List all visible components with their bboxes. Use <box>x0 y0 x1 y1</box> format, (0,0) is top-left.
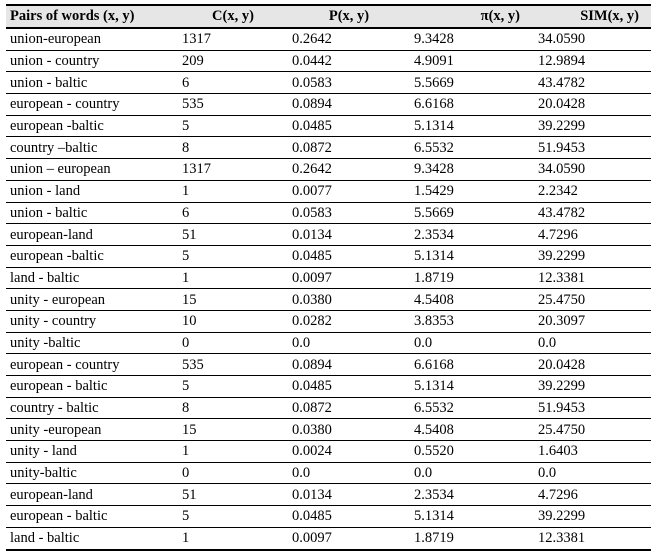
header-word-pair: Pairs of words (x, y) <box>6 5 176 28</box>
cell-probability: 0.0485 <box>286 376 408 398</box>
cell-probability: 0.0872 <box>286 397 408 419</box>
table-row <box>6 202 651 224</box>
cell-pi: 6.6168 <box>408 94 530 116</box>
cell-word-pair: european - country <box>6 354 176 376</box>
cell-probability: 0.0583 <box>286 202 408 224</box>
table-row <box>6 115 651 137</box>
cell-pi: 5.1314 <box>408 376 530 398</box>
cell-word-pair: union - land <box>6 180 176 202</box>
cell-count: 8 <box>176 137 286 159</box>
cell-pi: 5.1314 <box>408 245 530 267</box>
cell-word-pair: land - baltic <box>6 267 176 289</box>
cell-pi: 6.5532 <box>408 137 530 159</box>
header-similarity: SIM(x, y) <box>530 5 651 28</box>
cell-probability: 0.0282 <box>286 310 408 332</box>
table-row <box>6 354 651 376</box>
cell-count: 1317 <box>176 28 286 50</box>
cell-probability: 0.0442 <box>286 50 408 72</box>
table-row <box>6 506 651 528</box>
cell-word-pair: european - baltic <box>6 376 176 398</box>
cell-similarity: 34.0590 <box>530 159 651 181</box>
cell-word-pair: european -baltic <box>6 115 176 137</box>
cell-word-pair: union – european <box>6 159 176 181</box>
cell-count: 6 <box>176 202 286 224</box>
cell-similarity: 43.4782 <box>530 72 651 94</box>
cell-word-pair: european - country <box>6 94 176 116</box>
cell-count: 209 <box>176 50 286 72</box>
cell-pi: 6.6168 <box>408 354 530 376</box>
table-row <box>6 224 651 246</box>
table-row <box>6 180 651 202</box>
cell-count: 1 <box>176 441 286 463</box>
cell-probability: 0.2642 <box>286 28 408 50</box>
cell-pi: 4.5408 <box>408 289 530 311</box>
table-row <box>6 94 651 116</box>
cell-count: 0 <box>176 462 286 484</box>
cell-pi: 1.8719 <box>408 267 530 289</box>
cell-word-pair: unity - european <box>6 289 176 311</box>
table-row <box>6 267 651 289</box>
cell-similarity: 20.3097 <box>530 310 651 332</box>
cell-probability: 0.0134 <box>286 224 408 246</box>
header-probability: P(x, y) <box>286 5 408 28</box>
cell-similarity: 20.0428 <box>530 354 651 376</box>
cell-count: 1 <box>176 527 286 549</box>
cell-word-pair: union - country <box>6 50 176 72</box>
cell-similarity: 34.0590 <box>530 28 651 50</box>
cell-word-pair: union - baltic <box>6 202 176 224</box>
cell-probability: 0.0 <box>286 462 408 484</box>
cell-pi: 3.8353 <box>408 310 530 332</box>
cell-probability: 0.0894 <box>286 94 408 116</box>
cell-count: 15 <box>176 419 286 441</box>
cell-pi: 5.5669 <box>408 202 530 224</box>
cell-pi: 5.5669 <box>408 72 530 94</box>
cell-count: 6 <box>176 72 286 94</box>
cell-pi: 5.1314 <box>408 506 530 528</box>
header-cooccurrence-count: C(x, y) <box>176 5 286 28</box>
cell-pi: 0.0 <box>408 332 530 354</box>
cell-pi: 4.5408 <box>408 419 530 441</box>
cell-similarity: 25.4750 <box>530 289 651 311</box>
cell-count: 10 <box>176 310 286 332</box>
cell-count: 5 <box>176 115 286 137</box>
header-pi: π(x, y) <box>408 5 530 28</box>
cell-count: 51 <box>176 224 286 246</box>
cell-word-pair: country - baltic <box>6 397 176 419</box>
cell-similarity: 20.0428 <box>530 94 651 116</box>
table-row <box>6 376 651 398</box>
cell-word-pair: unity-baltic <box>6 462 176 484</box>
cell-probability: 0.0485 <box>286 245 408 267</box>
cell-count: 5 <box>176 506 286 528</box>
table-row <box>6 137 651 159</box>
table-row <box>6 310 651 332</box>
cell-probability: 0.0134 <box>286 484 408 506</box>
cell-pi: 2.3534 <box>408 484 530 506</box>
cell-word-pair: country –baltic <box>6 137 176 159</box>
cell-probability: 0.0485 <box>286 506 408 528</box>
cell-count: 1317 <box>176 159 286 181</box>
cell-probability: 0.0380 <box>286 419 408 441</box>
cell-similarity: 0.0 <box>530 332 651 354</box>
cell-probability: 0.0583 <box>286 72 408 94</box>
cell-pi: 0.5520 <box>408 441 530 463</box>
cell-word-pair: land - baltic <box>6 527 176 549</box>
table-row <box>6 332 651 354</box>
cell-pi: 5.1314 <box>408 115 530 137</box>
table-row <box>6 441 651 463</box>
cell-similarity: 2.2342 <box>530 180 651 202</box>
cell-similarity: 12.3381 <box>530 267 651 289</box>
cell-pi: 1.8719 <box>408 527 530 549</box>
cell-probability: 0.0 <box>286 332 408 354</box>
cell-similarity: 12.9894 <box>530 50 651 72</box>
cell-count: 15 <box>176 289 286 311</box>
cell-pi: 4.9091 <box>408 50 530 72</box>
cell-word-pair: unity - land <box>6 441 176 463</box>
cell-probability: 0.0380 <box>286 289 408 311</box>
table-row <box>6 484 651 506</box>
table-row <box>6 462 651 484</box>
table-row <box>6 419 651 441</box>
cell-similarity: 43.4782 <box>530 202 651 224</box>
cell-similarity: 0.0 <box>530 462 651 484</box>
cell-probability: 0.0872 <box>286 137 408 159</box>
cell-word-pair: unity - country <box>6 310 176 332</box>
table-row <box>6 28 651 50</box>
cell-count: 535 <box>176 94 286 116</box>
table-row <box>6 50 651 72</box>
cell-probability: 0.0097 <box>286 267 408 289</box>
cell-word-pair: european -baltic <box>6 245 176 267</box>
cell-probability: 0.0485 <box>286 115 408 137</box>
cell-similarity: 39.2299 <box>530 115 651 137</box>
cell-probability: 0.0097 <box>286 527 408 549</box>
word-pair-similarity-table <box>6 4 651 551</box>
similarity-table-container <box>6 4 651 551</box>
cell-count: 51 <box>176 484 286 506</box>
table-row <box>6 289 651 311</box>
cell-count: 535 <box>176 354 286 376</box>
cell-similarity: 4.7296 <box>530 484 651 506</box>
table-body <box>6 28 651 550</box>
cell-pi: 9.3428 <box>408 159 530 181</box>
cell-pi: 1.5429 <box>408 180 530 202</box>
cell-word-pair: european-land <box>6 224 176 246</box>
cell-probability: 0.2642 <box>286 159 408 181</box>
table-row <box>6 245 651 267</box>
cell-similarity: 39.2299 <box>530 245 651 267</box>
cell-similarity: 39.2299 <box>530 506 651 528</box>
cell-similarity: 51.9453 <box>530 137 651 159</box>
cell-word-pair: union - baltic <box>6 72 176 94</box>
cell-probability: 0.0077 <box>286 180 408 202</box>
cell-pi: 0.0 <box>408 462 530 484</box>
cell-count: 8 <box>176 397 286 419</box>
cell-count: 0 <box>176 332 286 354</box>
table-row <box>6 72 651 94</box>
table-row <box>6 159 651 181</box>
cell-word-pair: unity -baltic <box>6 332 176 354</box>
cell-count: 5 <box>176 245 286 267</box>
table-row <box>6 397 651 419</box>
cell-pi: 2.3534 <box>408 224 530 246</box>
cell-similarity: 4.7296 <box>530 224 651 246</box>
cell-word-pair: european-land <box>6 484 176 506</box>
cell-similarity: 12.3381 <box>530 527 651 549</box>
cell-probability: 0.0894 <box>286 354 408 376</box>
cell-count: 5 <box>176 376 286 398</box>
cell-pi: 6.5532 <box>408 397 530 419</box>
table-header <box>6 5 651 28</box>
cell-word-pair: union-european <box>6 28 176 50</box>
cell-pi: 9.3428 <box>408 28 530 50</box>
header-row <box>6 5 651 28</box>
cell-probability: 0.0024 <box>286 441 408 463</box>
cell-similarity: 39.2299 <box>530 376 651 398</box>
cell-count: 1 <box>176 267 286 289</box>
cell-word-pair: european - baltic <box>6 506 176 528</box>
cell-similarity: 1.6403 <box>530 441 651 463</box>
cell-word-pair: unity -european <box>6 419 176 441</box>
cell-similarity: 51.9453 <box>530 397 651 419</box>
cell-similarity: 25.4750 <box>530 419 651 441</box>
table-row <box>6 527 651 549</box>
cell-count: 1 <box>176 180 286 202</box>
